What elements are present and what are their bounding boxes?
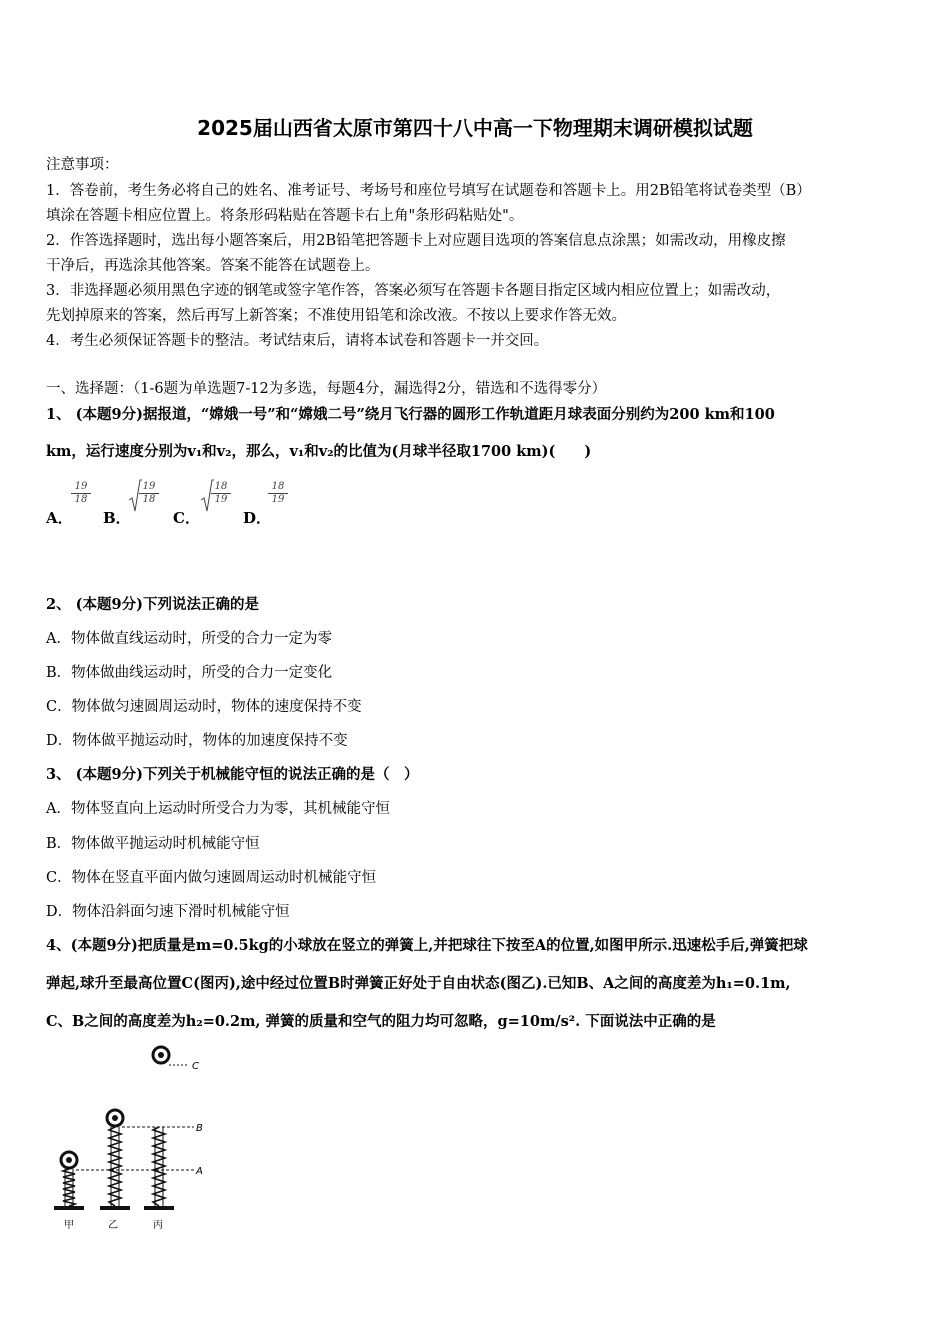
q3-option-a: [46, 797, 390, 818]
spring-bing-icon: [144, 1127, 174, 1210]
fraction-denominator: 18: [74, 494, 88, 505]
q3-option-c-text: C．物体在竖直平面内做匀速圆周运动时机械能守恒: [46, 870, 377, 886]
q3-option-b-text: B．物体做平抛运动时机械能守恒: [46, 836, 260, 852]
q2-option-d-text: D．物体做平抛运动时，物体的加速度保持不变: [46, 733, 348, 749]
fraction-denominator: 18: [142, 494, 156, 505]
fraction-numerator: 19: [139, 481, 159, 494]
q2-option-a: [46, 627, 332, 648]
q1-option-b-fraction: [139, 481, 159, 506]
q2-option-b: [46, 661, 332, 682]
q3-option-c: [46, 866, 376, 887]
spring-figure: [44, 1040, 224, 1235]
notes-heading: 注意事项：: [46, 157, 119, 173]
q2-option-c-text: C．物体做匀速圆周运动时，物体的速度保持不变: [46, 699, 362, 715]
q3-option-b: [46, 832, 260, 853]
q1-option-c-fraction: [211, 481, 231, 506]
label-bing: 丙: [153, 1220, 163, 1231]
q3-option-d: [46, 900, 290, 921]
page-title: 2025届山西省太原市第四十八中高一下物理期末调研模拟试题: [197, 116, 753, 140]
q1-option-a-label: A．: [46, 509, 73, 527]
q1-option-d-label: D．: [243, 509, 272, 527]
label-yi: 乙: [108, 1220, 118, 1231]
q2-option-d: [46, 729, 348, 750]
q1-option-b-label: B．: [103, 509, 131, 527]
q4-stem-line2: 弹起,球升至最高位置C(图丙),途中经过位置B时弹簧正好处于自由状态(图乙).已知B、A之间的高度差为h₁=0.1m,: [46, 975, 791, 992]
q2-stem: 2、 (本题9分)下列说法正确的是: [46, 596, 259, 613]
q2-option-b-text: B．物体做曲线运动时，所受的合力一定变化: [46, 665, 333, 681]
note-line: 2．作答选择题时，选出每小题答案后，用2B铅笔把答题卡上对应题目选项的答案信息点涂黑；如需改动，用橡皮擦: [46, 233, 786, 249]
q1-option-d-fraction: [268, 481, 288, 506]
fraction-numerator: 18: [268, 481, 288, 494]
q1-stem-line2: km，运行速度分别为v₁和v₂，那么，v₁和v₂的比值为(月球半径取1700 km)( ): [46, 443, 592, 460]
fraction-denominator: 19: [271, 494, 285, 505]
fraction-numerator: 18: [211, 481, 231, 494]
label-c: C: [192, 1061, 199, 1072]
q3-option-d-text: D．物体沿斜面匀速下滑时机械能守恒: [46, 904, 290, 920]
note-line: 1．答卷前，考生务必将自己的姓名、准考证号、考场号和座位号填写在试题卷和答题卡上。用2B铅笔将试卷类型（B）: [46, 183, 811, 199]
note-line: 干净后，再选涂其他答案。答案不能答在试题卷上。: [46, 258, 380, 274]
label-a: A: [196, 1166, 203, 1177]
q2-option-a-text: A．物体做直线运动时，所受的合力一定为零: [46, 631, 332, 647]
label-b: B: [196, 1123, 203, 1134]
note-line: 4．考生必须保证答题卡的整洁。考试结束后，请将本试卷和答题卡一并交回。: [46, 333, 549, 349]
spring-yi-icon: [100, 1110, 130, 1210]
q1-option-c-label: C．: [173, 509, 200, 527]
note-line: 填涂在答题卡相应位置上。将条形码粘贴在答题卡右上角"条形码粘贴处"。: [46, 208, 524, 224]
section-heading: 一、选择题：（1-6题为单选题7-12为多选，每题4分，漏选得2分，错选和不选得零分）: [46, 381, 607, 397]
note-line: 3．非选择题必须用黑色字迹的钢笔或签字笔作答，答案必须写在答题卡各题目指定区域内相应位置上；如需改动，: [46, 283, 781, 299]
q1-stem-line1: 1、 (本题9分)据报道，“嫦娥一号”和“嫦娥二号”绕月飞行器的圆形工作轨道距月球表面分别约为200 km和100: [46, 406, 775, 423]
note-line: 先划掉原来的答案，然后再写上新答案；不准使用铅笔和涂改液。不按以上要求作答无效。: [46, 308, 626, 324]
spring-jia-icon: [54, 1152, 84, 1210]
q1-option-a-fraction: [71, 481, 91, 506]
q2-option-c: [46, 695, 362, 716]
q4-stem-line3: C、B之间的高度差为h₂=0.2m, 弹簧的质量和空气的阻力均可忽略，g=10m/s². 下面说法中正确的是: [46, 1013, 716, 1030]
label-jia: 甲: [64, 1220, 74, 1231]
q3-stem: 3、 (本题9分)下列关于机械能守恒的说法正确的是（ ）: [46, 766, 419, 783]
q4-stem-line1: 4、(本题9分)把质量是m=0.5kg的小球放在竖立的弹簧上,并把球往下按至A的位置,如图甲所示.迅速松手后,弹簧把球: [46, 937, 808, 954]
q3-option-a-text: A．物体竖直向上运动时所受合力为零，其机械能守恒: [46, 801, 390, 817]
fraction-numerator: 19: [71, 481, 91, 494]
fraction-denominator: 19: [214, 494, 228, 505]
ball-c-icon: [153, 1047, 169, 1063]
